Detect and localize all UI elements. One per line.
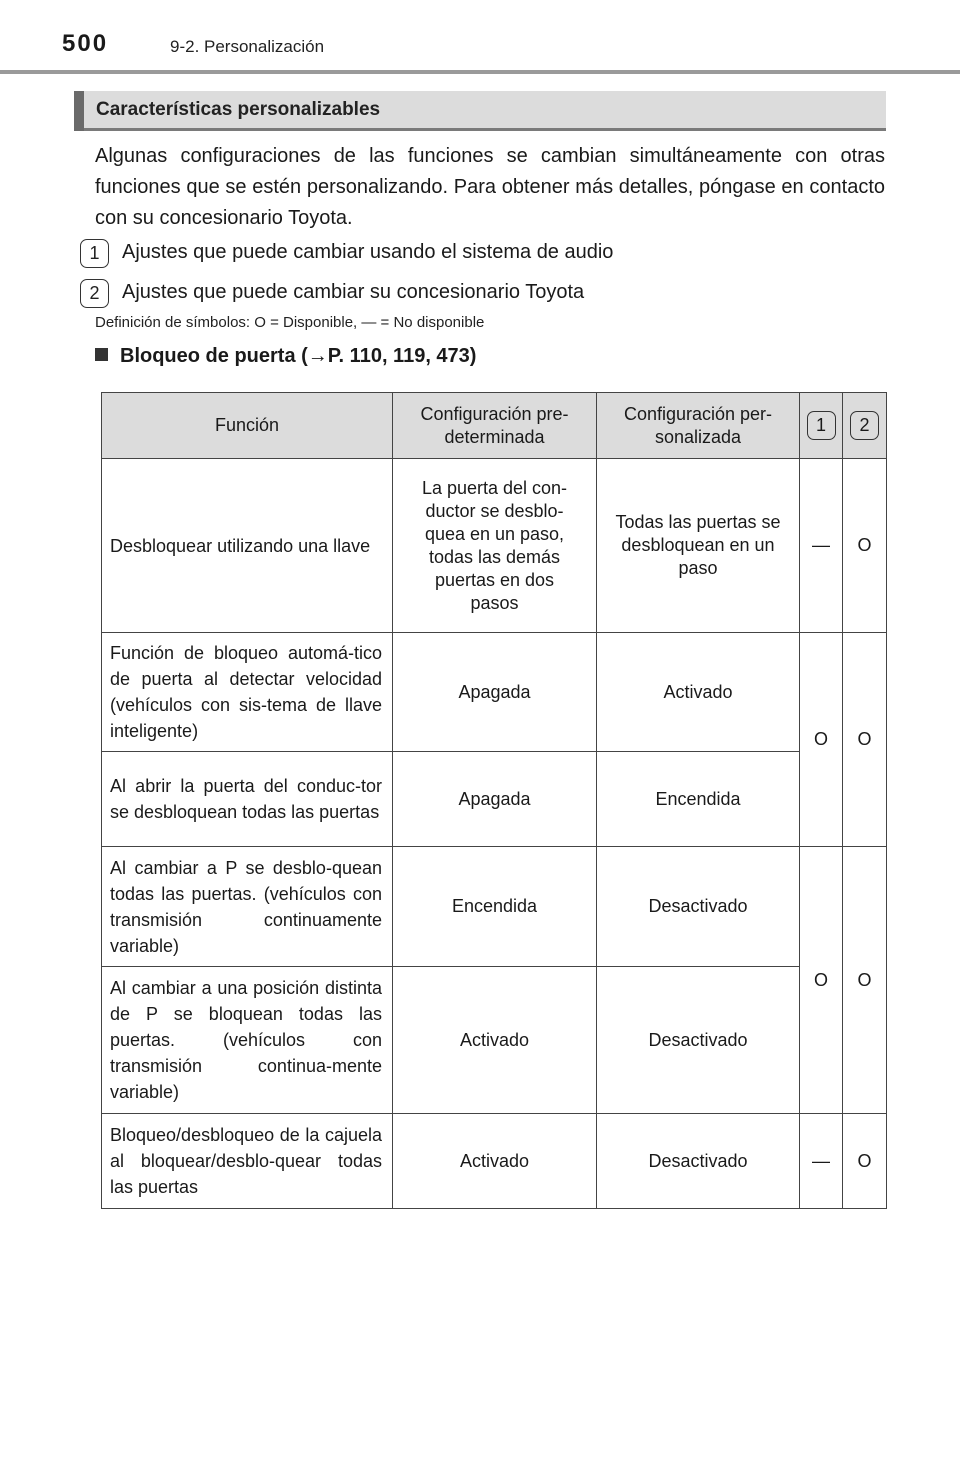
- cell-col-1: —: [800, 1114, 843, 1209]
- table-row: [102, 752, 887, 847]
- cell-col-1: —: [800, 459, 843, 633]
- cell-col-2: O: [843, 1114, 887, 1209]
- table-row: [102, 1114, 887, 1209]
- cell-default: Activado: [393, 967, 597, 1114]
- cell-custom: Desactivado: [597, 1114, 800, 1209]
- cell-default: Apagada: [393, 633, 597, 752]
- cell-default: La puerta del con-ductor se desblo-quea en un paso, todas las demás puertas en dos pasos: [393, 459, 597, 633]
- section-title-mark: [74, 91, 84, 131]
- cell-function: Al cambiar a una posición distinta de P se bloquean todas las puertas. (vehículos con transmisión continua-mente variable): [102, 967, 393, 1114]
- table-row: [102, 459, 887, 633]
- cell-custom: Encendida: [597, 752, 800, 847]
- badge-2-icon: 2: [80, 279, 109, 308]
- door-lock-table: [101, 392, 887, 1209]
- square-bullet-icon: [95, 348, 108, 361]
- table-row: [102, 847, 887, 967]
- symbols-note: Definición de símbolos: O = Disponible, — = No disponible: [95, 314, 485, 331]
- header-default: Configuración pre-determinada: [393, 393, 597, 459]
- section-title-bar: [74, 91, 886, 131]
- cell-col-2: O: [843, 847, 887, 1114]
- legend-label: Ajustes que puede cambiar usando el sistema de audio: [122, 241, 614, 263]
- cell-col-1: O: [800, 633, 843, 847]
- badge-2-icon: 2: [850, 411, 879, 440]
- header-col-1: [800, 393, 843, 459]
- cell-function: Función de bloqueo automá-tico de puerta al detectar velocidad (vehículos con sis-tema de llave inteligente): [102, 633, 393, 752]
- header-function: Función: [102, 393, 393, 459]
- cell-custom: Desactivado: [597, 847, 800, 967]
- arrow-icon: →: [307, 345, 328, 367]
- page-number: 500: [62, 30, 109, 57]
- section-title: Características personalizables: [96, 99, 381, 120]
- badge-1-icon: 1: [807, 411, 836, 440]
- cell-custom: Todas las puertas se desbloquean en un paso: [597, 459, 800, 633]
- cell-col-2: O: [843, 459, 887, 633]
- cell-function: Al abrir la puerta del conduc-tor se desbloquean todas las puertas: [102, 752, 393, 847]
- cell-col-2: O: [843, 633, 887, 847]
- table-row: [102, 633, 887, 752]
- cell-default: Encendida: [393, 847, 597, 967]
- cell-col-1: O: [800, 847, 843, 1114]
- legend-label: Ajustes que puede cambiar su concesionario Toyota: [122, 281, 585, 303]
- table-header-row: [102, 393, 887, 459]
- cell-function: Desbloquear utilizando una llave: [102, 459, 393, 633]
- cell-custom: Activado: [597, 633, 800, 752]
- cell-custom: Desactivado: [597, 967, 800, 1114]
- badge-1-icon: 1: [80, 239, 109, 268]
- cell-default: Apagada: [393, 752, 597, 847]
- table-row: [102, 967, 887, 1114]
- cell-function: Al cambiar a P se desblo-quean todas las puertas. (vehículos con transmisión continuamente variable): [102, 847, 393, 967]
- cell-default: Activado: [393, 1114, 597, 1209]
- intro-paragraph: Algunas configuraciones de las funciones se cambian simultáneamente con otras funciones que se estén personalizando. Para obtener más detalles, póngase en contacto con su concesionario Toyota.: [95, 145, 885, 229]
- section-path: 9-2. Personalización: [170, 37, 325, 56]
- cell-function: Bloqueo/desbloqueo de la cajuela al bloquear/desblo-quear todas las puertas: [102, 1114, 393, 1209]
- header-rule: [0, 70, 960, 74]
- sub-heading: Bloqueo de puerta (→P. 110, 119, 473): [95, 345, 476, 368]
- header-col-2: [843, 393, 887, 459]
- header-custom: Configuración per-sonalizada: [597, 393, 800, 459]
